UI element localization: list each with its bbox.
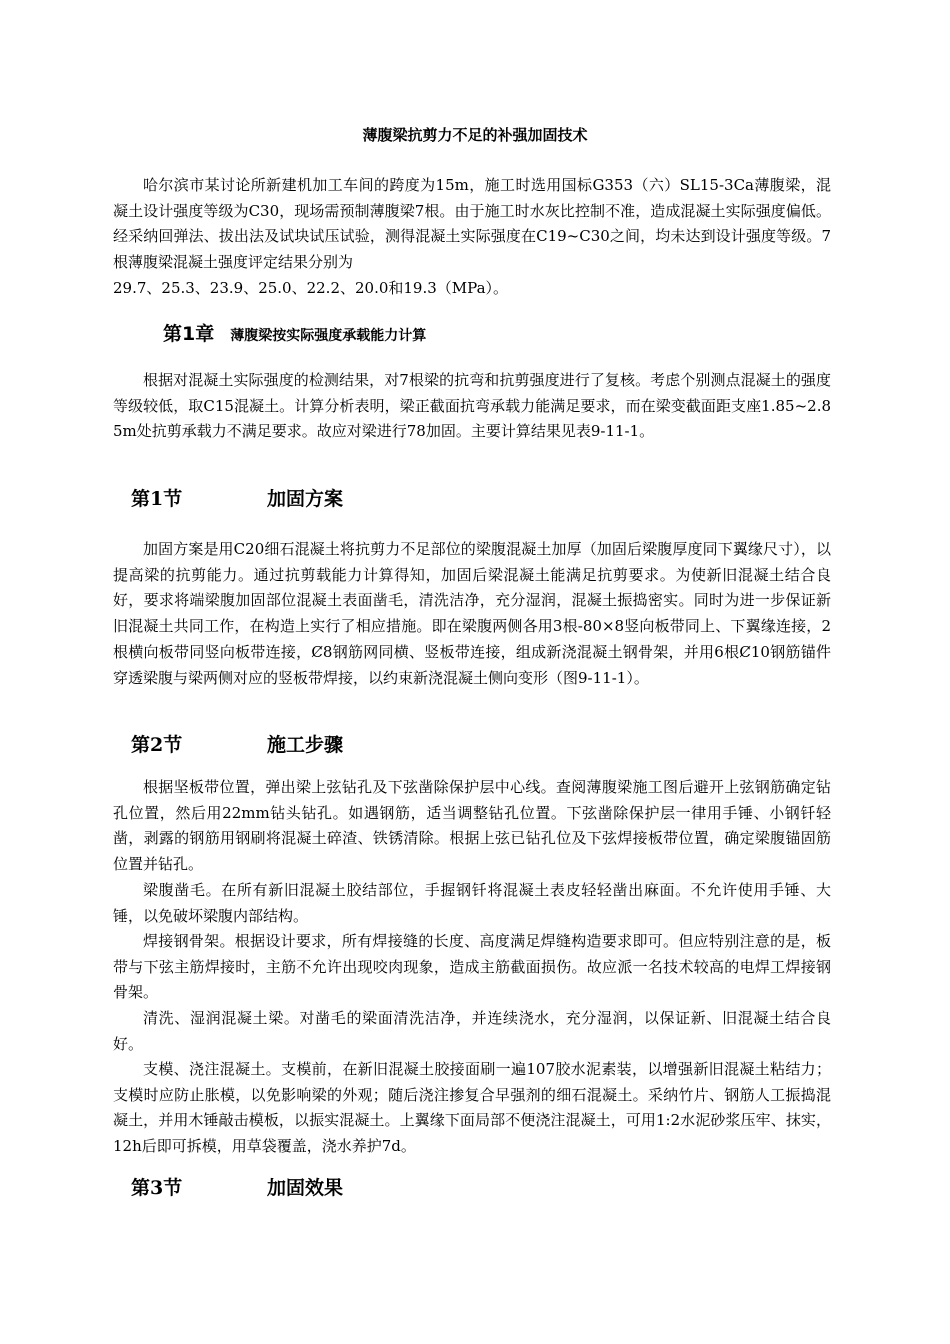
section-title: 加固方案 (267, 488, 344, 510)
section-2-paragraph-5: 支模、浇注混凝土。支模前，在新旧混凝土胶接面刷一遍107胶水泥素装，以增强新旧混凝土粘结力；支模时应防止胀模，以免影响梁的外观；随后浇注掺复合早强剂的细石混凝土。采纳竹片、钢筋人工振捣混凝土，并用木锤敲击模板，以振实混凝土。上翼缘下面局部不便浇注混凝土，可用1:2水泥砂浆压牢、抹实，12h后即可拆模，用草袋覆盖，浇水养护7d。 (113, 1060, 831, 1156)
section-title: 施工步骤 (267, 734, 344, 756)
chapter-1-paragraph: 根据对混凝土实际强度的检测结果，对7根梁的抗弯和抗剪强度进行了复核。考虑个别测点混凝土的强度等级较低，取C15混凝土。计算分析表明，梁正截面抗弯承载力能满足要求，而在梁变截面距支座1.85~2.85m处抗剪承载力不满足要求。故应对梁进行78加固。主要计算结果见表9-11-1。 (113, 371, 831, 441)
section-number: 第2节 (131, 734, 183, 756)
section-number: 第3节 (131, 1177, 183, 1199)
section-2-heading (131, 731, 343, 759)
chapter-title: 薄腹梁按实际强度承载能力计算 (230, 328, 427, 344)
section-2-paragraph-4: 清洗、湿润混凝土梁。对凿毛的梁面清洗洁净，并连续浇水，充分湿润，以保证新、旧混凝土结合良好。 (113, 1009, 831, 1053)
section-title: 加固效果 (267, 1177, 344, 1199)
section-1-paragraph: 加固方案是用C20细石混凝土将抗剪力不足部位的梁腹混凝土加厚（加固后梁腹厚度同下翼缘尺寸），以提高梁的抗剪能力。通过抗剪载能力计算得知，加固后梁混凝土能满足抗剪要求。为使新旧混凝土结合良好，要求将端梁腹加固部位混凝土表面凿毛，清洗洁净，充分湿润，混凝土振捣密实。同时为进一步保证新旧混凝土共同工作，在构造上实行了相应措施。即在梁腹两侧各用3根-80×8竖向板带同上、下翼缘连接，2根横向板带同竖向板带连接，Ȼ8钢筋网同横、竖板带连接，组成新浇混凝土钢骨架，并用6根Ȼ10钢筋锚件穿透梁腹与梁两侧对应的竖板带焊接，以约束新浇混凝土侧向变形（图9-11-1）。 (113, 540, 831, 687)
section-3-heading (131, 1174, 343, 1202)
chapter-1-heading (163, 318, 426, 350)
section-1-heading (131, 485, 343, 513)
section-2-paragraph-1: 根据坚板带位置，弹出梁上弦钻孔及下弦凿除保护层中心线。查阅薄腹梁施工图后避开上弦钢筋确定钻孔位置，然后用22mm钻头钻孔。如遇钢筋，适当调整钻孔位置。下弦凿除保护层一律用手锤、小钢钎轻凿，剥露的钢筋用钢刷将混凝土碎渣、铁锈清除。根据上弦已钻孔位及下弦焊接板带位置，确定梁腹锚固筋位置并钻孔。 (113, 778, 831, 874)
document-title: 薄腹梁抗剪力不足的补强加固技术 (362, 126, 588, 144)
section-2-paragraph-3: 焊接钢骨架。根据设计要求，所有焊接缝的长度、高度满足焊缝构造要求即可。但应特别注意的是，板带与下弦主筋焊接时，主筋不允许出现咬肉现象，造成主筋截面损伤。故应派一名技术较高的电焊工焊接钢骨架。 (113, 932, 831, 1002)
chapter-number: 第1章 (163, 323, 215, 345)
intro-paragraph: 哈尔滨市某讨论所新建机加工车间的跨度为15m，施工时选用国标G353（六）SL15-3Ca薄腹梁，混凝土设计强度等级为C30，现场需预制薄腹梁7根。由于施工时水灰比控制不准，造成混凝土实际强度偏低。经采纳回弹法、拔出法及试块试压试验，测得混凝土实际强度在C19~C30之间，均未达到设计强度等级。7根薄腹梁混凝土强度评定结果分别为 (113, 176, 831, 272)
section-number: 第1节 (131, 488, 183, 510)
section-2-paragraph-2: 梁腹凿毛。在所有新旧混凝土胶结部位，手握钢钎将混凝土表皮轻轻凿出麻面。不允许使用手锤、大锤，以免破坏梁腹内部结构。 (113, 881, 831, 925)
intro-values-line: 29.7、25.3、23.9、25.0、22.2、20.0和19.3（MPa）。 (113, 279, 509, 297)
